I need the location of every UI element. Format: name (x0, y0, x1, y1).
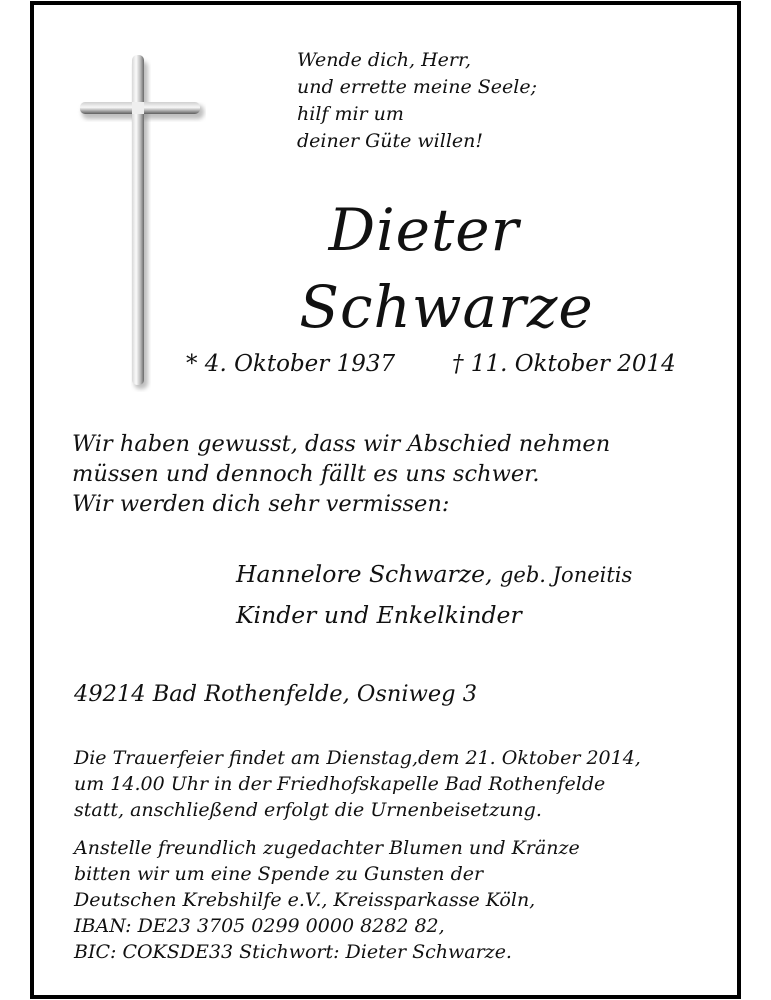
funeral-line: statt, anschließend erfolgt die Urnenbeisetzung. (74, 799, 542, 821)
bible-verse (297, 47, 537, 155)
funeral-line: Die Trauerfeier findet am Dienstag,dem 21. Oktober 2014, (74, 747, 641, 769)
verse-line: und errette meine Seele; (297, 76, 537, 98)
widow-name: Hannelore Schwarze, (236, 560, 493, 588)
donation-details (74, 835, 580, 965)
message-line: Wir werden dich sehr vermissen: (72, 491, 450, 517)
donation-line: bitten wir um eine Spende zu Gunsten der (74, 863, 484, 885)
verse-line: hilf mir um (297, 103, 404, 125)
cross-icon (76, 47, 206, 392)
family-signature (236, 554, 632, 635)
donation-line: BIC: COKSDE33 Stichwort: Dieter Schwarze. (74, 941, 512, 963)
widow-birth-name: geb. Joneitis (499, 563, 633, 587)
deceased-first-name: Dieter (328, 196, 520, 264)
message-line: müssen und dennoch fällt es uns schwer. (72, 461, 540, 487)
family-others: Kinder und Enkelkinder (236, 601, 522, 629)
deceased-last-name: Schwarze (299, 273, 594, 341)
family-name-line (236, 554, 632, 595)
mourners-address: 49214 Bad Rothenfelde, Osniweg 3 (74, 681, 478, 707)
donation-line: Anstelle freundlich zugedachter Blumen und Kränze (74, 837, 580, 859)
funeral-line: um 14.00 Uhr in der Friedhofskapelle Bad Rothenfelde (74, 773, 606, 795)
birth-date: * 4. Oktober 1937 (186, 351, 396, 377)
verse-line: deiner Güte willen! (297, 130, 484, 152)
death-date: † 11. Oktober 2014 (452, 351, 676, 377)
donation-line: Deutschen Krebshilfe e.V., Kreissparkasse Köln, (74, 889, 536, 911)
verse-line: Wende dich, Herr, (297, 49, 472, 71)
funeral-details (74, 745, 641, 823)
obituary-frame (30, 1, 741, 999)
farewell-message (72, 429, 610, 519)
donation-line: IBAN: DE23 3705 0299 0000 8282 82, (74, 915, 445, 937)
message-line: Wir haben gewusst, dass wir Abschied nehmen (72, 431, 611, 457)
